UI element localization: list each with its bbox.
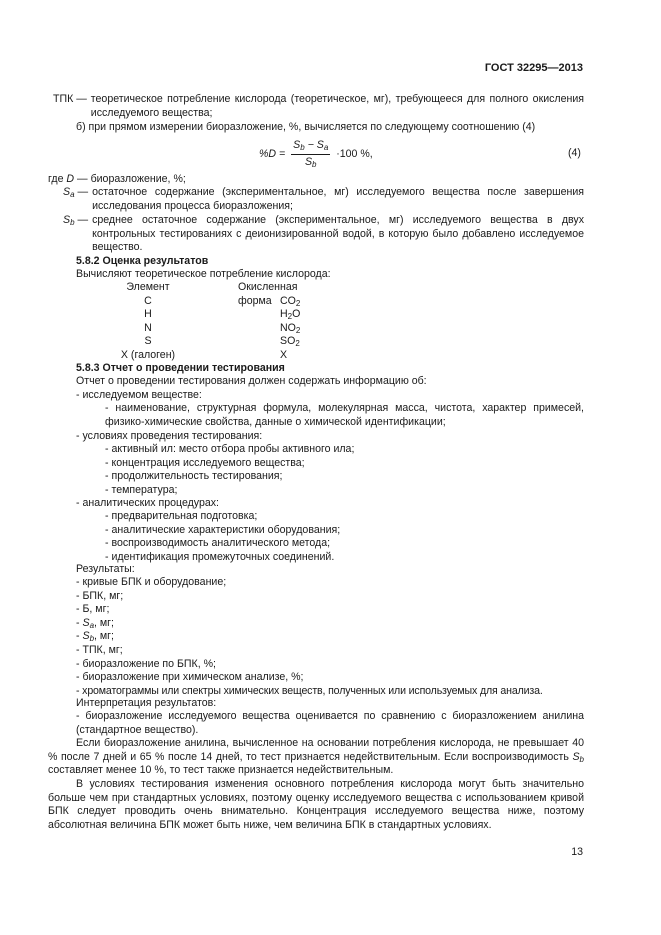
interpretation-head: Интерпретация результатов: (76, 697, 217, 709)
analytic-head: - аналитических процедурах: (76, 497, 219, 509)
list-item: - продолжительность тестирования; (105, 470, 283, 483)
tpk-definition (53, 93, 584, 120)
table-cell-oxidized: X (280, 349, 288, 361)
section-583-heading: 5.8.3 Отчет о проведении тестирования (76, 362, 285, 374)
section-582-heading: 5.8.2 Оценка результатов (76, 255, 209, 267)
list-item: - $S_a$, мг; (76, 616, 114, 630)
table-header-oxidized: Окисленная форма (238, 281, 298, 307)
formula-lhs: %D = (259, 147, 286, 160)
list-item: - биоразложение по БПК, %; (76, 657, 216, 670)
item-b-text: б) при прямом измерении биоразложение, %, вычисляется по следующему соотношению (4) (76, 121, 536, 133)
table-cell-element: N (144, 321, 152, 334)
sb-term: $S_b$ — (63, 214, 89, 227)
sa-text: остаточное содержание (экспериментальное, мг) исследуемого вещества после завершения исследования процесса биоразложения; (92, 186, 584, 212)
table-cell-oxidized: $H_2O$ (280, 308, 301, 322)
list-item: - ТПК, мг; (76, 643, 123, 656)
formula-tail: ·100 %, (336, 147, 373, 160)
list-item: - предварительная подготовка; (105, 510, 258, 522)
tpk-text: теоретическое потребление кислорода (теоретическое, мг), требующееся для полного окисления исследуемого вещества; (90, 93, 584, 119)
formula-denominator: $S_b$ (304, 155, 317, 169)
list-item: - кривые БПК и оборудование; (76, 576, 227, 588)
list-item: - $S_b$, мг; (76, 630, 114, 644)
table-cell-element: H (144, 308, 152, 321)
list-item: - активный ил: место отбора пробы активного ила; (105, 443, 355, 455)
where-lead: где (48, 173, 64, 185)
paragraph-conditions: В условиях тестирования изменения основного потребления кислорода могут быть значительно больше чем при стандартных условиях, поэтому оценку исследуемого вещества с использованием кривой БПК следует проводить очень внимательно. Концентрация исследуемого вещества ниже, поэтому абсолютная величина БПК может быть ниже, чем величина БПК в стандартных условиях. (48, 778, 584, 831)
where-d-term: D (66, 173, 75, 185)
sa-definition (63, 186, 584, 213)
results-head: Результаты: (76, 563, 135, 575)
list-item: - воспроизводимость аналитического метода; (105, 537, 331, 550)
table-cell-oxidized: $NO_2$ (280, 321, 301, 335)
list-item: - биоразложение при химическом анализе, %; (76, 671, 304, 684)
list-item: - БПК, мг; (76, 589, 124, 602)
page-number: 13 (571, 846, 583, 858)
list-item: - концентрация исследуемого вещества; (105, 456, 305, 469)
equation-number: (4) (568, 147, 581, 159)
where-d-text: биоразложение, %; (90, 173, 186, 185)
formula-fraction (291, 139, 330, 169)
conditions-list (105, 443, 354, 497)
analytic-list (105, 510, 340, 564)
list-item: - аналитические характеристики оборудования; (105, 523, 341, 536)
conditions-head: - условиях проведения тестирования: (76, 430, 263, 442)
table-cell-element: C (144, 294, 152, 307)
section-583-intro: Отчет о проведении тестирования должен содержать информацию об: (76, 375, 427, 387)
interpretation-text: - биоразложение исследуемого вещества оценивается по сравнению с биоразложением анилина (стандартное вещество). (76, 710, 584, 736)
sb-text: среднее остаточное содержание (экспериментальное, мг) исследуемого вещества в двух контрольных тестированиях с деионизированной водой, в которую было добавлено исследуемое вещество. (92, 214, 584, 254)
list-item: - Б, мг; (76, 603, 110, 616)
table-cell-element: X (галоген) (120, 349, 176, 361)
standard-header: ГОСТ 32295—2013 (484, 62, 583, 74)
substance-head: - исследуемом веществе: (76, 389, 202, 401)
where-line: где D — биоразложение, %; (48, 173, 186, 185)
list-item: - идентификация промежуточных соединений. (105, 550, 335, 563)
table-cell-element: S (144, 335, 152, 348)
table-cell-oxidized: $CO_2$ (280, 294, 301, 308)
paragraph-validity: Если биоразложение анилина, вычисленное на основании потребления кислорода, не превышает 40 % после 7 дней и 65 % после 14 дней, то тест признается недействительным. Если воспроизводимость $S_b$ составляет менее 10 %, то тест также признается недействительным. (48, 737, 584, 777)
formula-numerator: $S_b - S_a$ (291, 139, 330, 155)
sa-term: $S_a$ — (63, 186, 89, 199)
results-list (76, 576, 543, 698)
list-item: - хроматограммы или спектры химических веществ, полученных или используемых для анализа. (76, 684, 543, 697)
sb-definition (63, 214, 584, 255)
formula-4 (259, 139, 373, 169)
table-cell-oxidized: $SO_2$ (280, 335, 300, 349)
section-582-intro: Вычисляют теоретическое потребление кислорода: (76, 268, 331, 280)
substance-item: - наименование, структурная формула, молекулярная масса, чистота, характер примесей, физико-химические свойства, данные о химической идентификации; (105, 402, 584, 428)
table-header-element: Элемент (126, 281, 170, 293)
list-item: - температура; (105, 483, 178, 496)
tpk-term: ТПК — (53, 93, 87, 105)
